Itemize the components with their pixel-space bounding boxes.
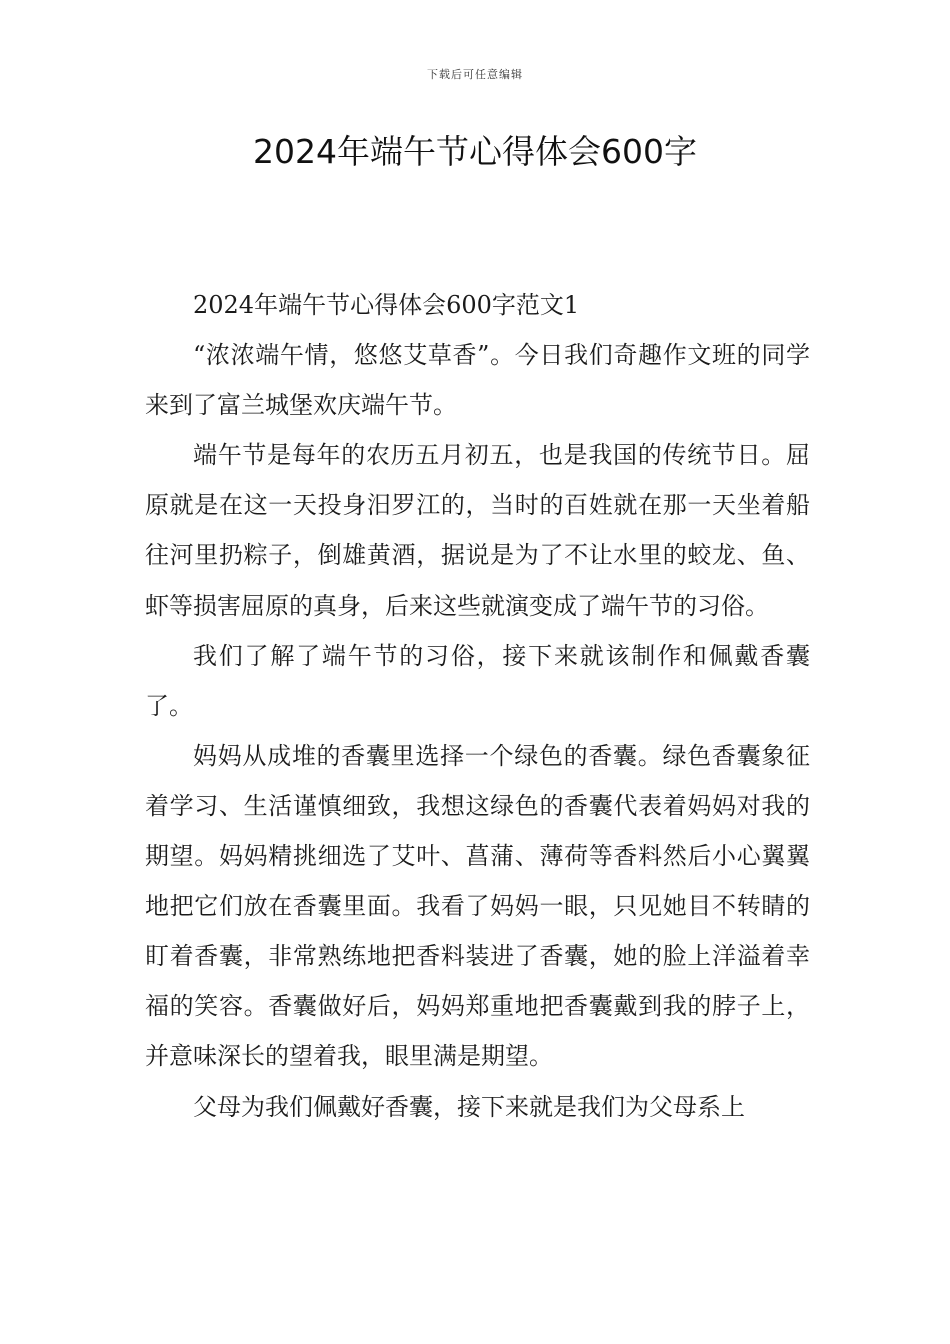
paragraph: 父母为我们佩戴好香囊，接下来就是我们为父母系上 (193, 1092, 745, 1121)
paragraph-subtitle: 2024年端午节心得体会600字范文1 (193, 291, 580, 319)
document-title: 2024年端午节心得体会600字 (253, 132, 697, 171)
paragraph: 妈妈从成堆的香囊里选择一个绿色的香囊。绿色香囊象征着学习、生活谨慎细致，我想这绿色的香囊代表着妈妈对我的期望。妈妈精挑细选了艾叶、菖蒲、薄荷等香料然后小心翼翼地把它们放在香囊里面。我看了妈妈一眼，只见她目不转睛的盯着香囊，非常熟练地把香料装进了香囊，她的脸上洋溢着幸福的笑容。香囊做好后，妈妈郑重地把香囊戴到我的脖子上，并意味深长的望着我，眼里满是期望。 (145, 741, 810, 1071)
paragraph: “浓浓端午情，悠悠艾草香”。今日我们奇趣作文班的同学来到了富兰城堡欢庆端午节。 (145, 341, 810, 420)
header-note: 下载后可任意编辑 (427, 68, 523, 81)
paragraph: 端午节是每年的农历五月初五，也是我国的传统节日。屈原就是在这一天投身汨罗江的，当时的百姓就在那一天坐着船往河里扔粽子，倒雄黄酒，据说是为了不让水里的蛟龙、鱼、虾等损害屈原的真身，后来这些就演变成了端午节的习俗。 (145, 441, 810, 620)
paragraph: 我们了解了端午节的习俗，接下来就该制作和佩戴香囊了。 (145, 641, 810, 720)
document-body (145, 280, 810, 1132)
